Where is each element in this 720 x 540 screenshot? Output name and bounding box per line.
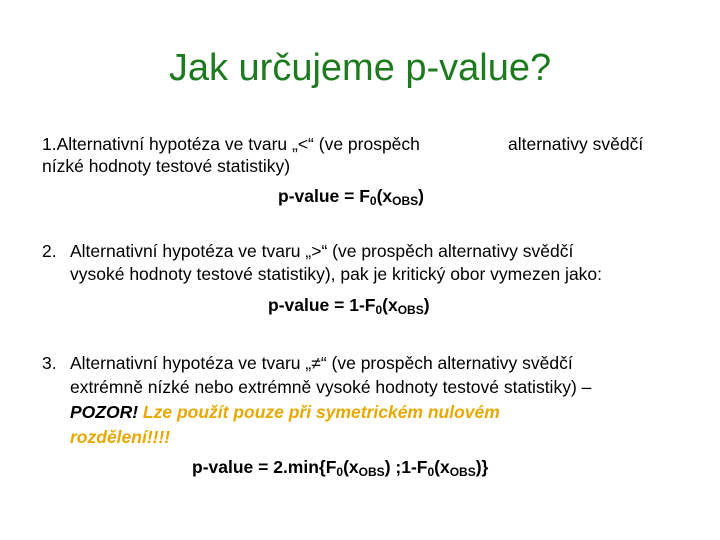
item3-formula: p-value = $2.\min\{F_0(x_{OBS})$ $;1-F_0(x_{OBS})$} <box>192 457 489 479</box>
item1-line2-text: nízké hodnoty testové statistiky) <box>42 156 291 176</box>
item1-formula: p-value = $F_0(x_{OBS})$ <box>278 186 424 208</box>
warning-text-continued: rozdělení!!!! <box>70 427 171 447</box>
item2-number: 2. <box>42 241 57 261</box>
item3-warning-line <box>70 401 500 423</box>
warning-text: Lze použít pouze při symetrickém nulovém <box>138 402 500 422</box>
item3-line1-text: Alternativní hypotéza ve tvaru „≠“ (ve prospěch alternativy svědčí <box>70 353 573 373</box>
item2-formula: p-value = $1-F_0(x_{OBS})$ <box>268 295 430 317</box>
pozor-label: POZOR! <box>70 402 139 422</box>
item1-line1-text: 1.Alternativní hypotéza ve tvaru „<“ (ve prospěch <box>42 134 420 154</box>
item2-line1-text: Alternativní hypotéza ve tvaru „>“ (ve prospěch alternativy svědčí <box>70 241 574 261</box>
item1-line1-end-text: alternativy svědčí <box>508 134 644 154</box>
item3-line2-text: extrémně nízké nebo extrémně vysoké hodnoty testové statistiky) – <box>70 377 592 397</box>
item3-number: 3. <box>42 353 57 373</box>
slide-title: Jak určujeme p-value? <box>168 47 552 89</box>
item2-line2-text: vysoké hodnoty testové statistiky), pak je kritický obor vymezen jako: <box>70 264 603 284</box>
